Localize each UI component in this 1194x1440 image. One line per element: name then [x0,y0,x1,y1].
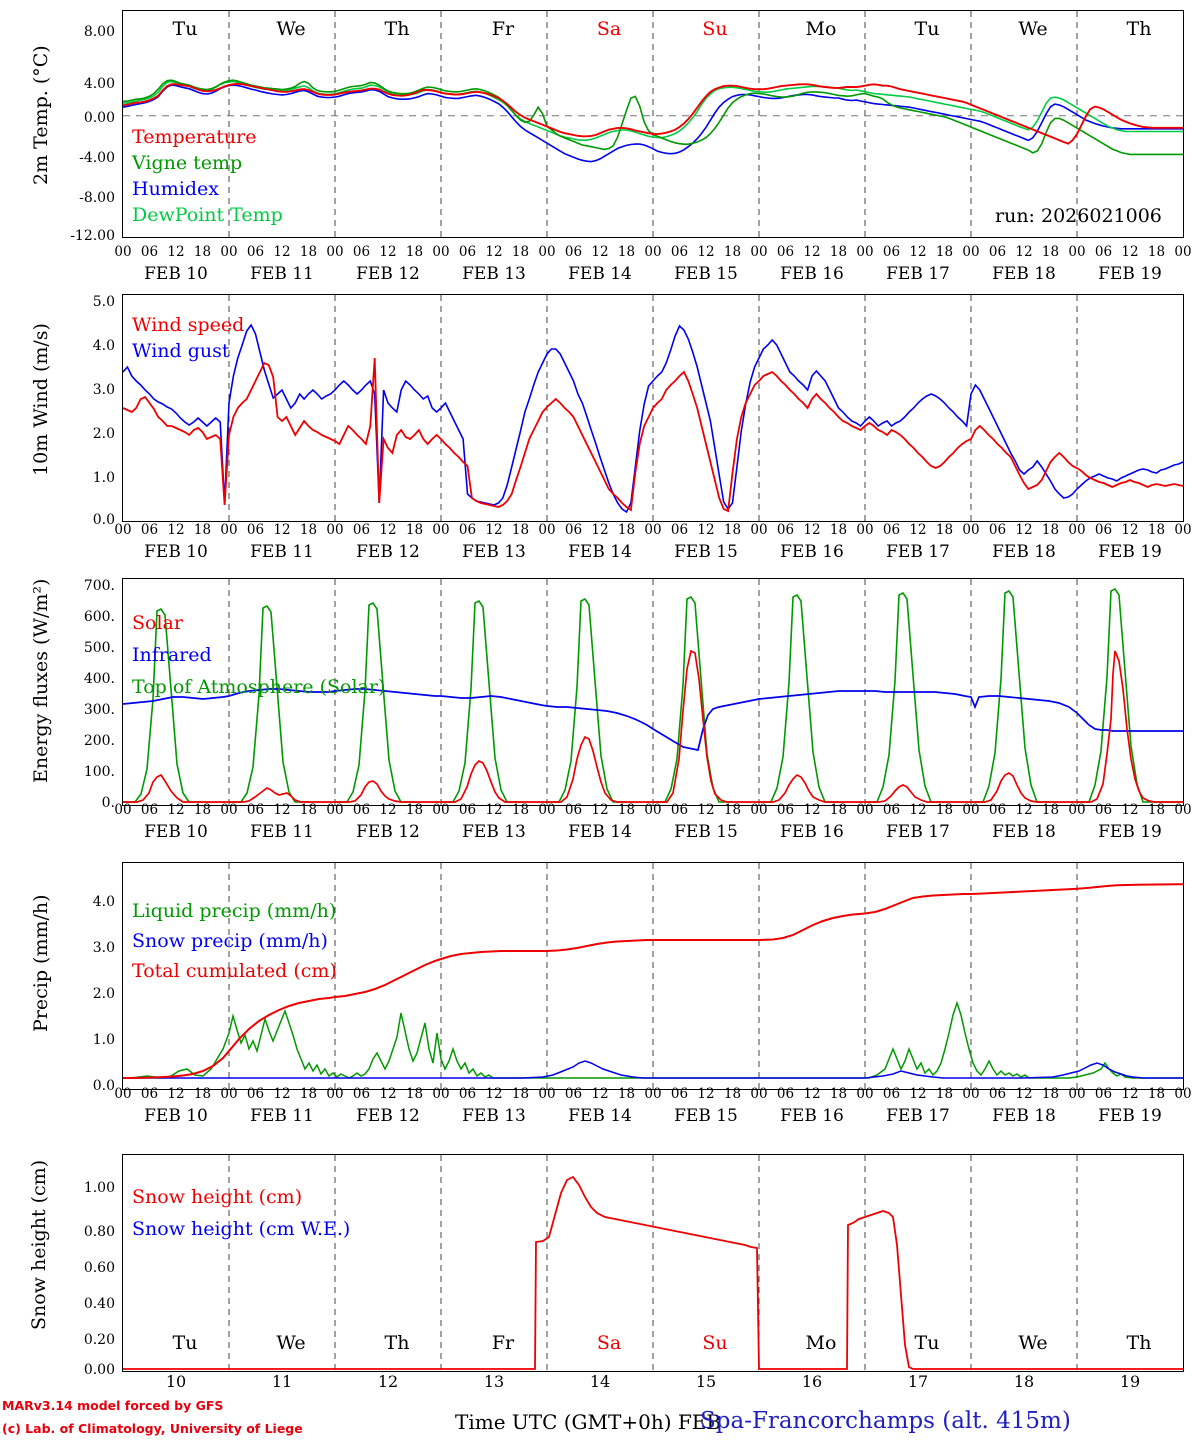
hour-tick-label: 00 [220,522,238,538]
hour-tick-label: 12 [485,244,503,260]
hour-tick-label: 00 [220,244,238,260]
hour-tick-label: 18 [299,522,318,538]
hour-tick-label: 18 [723,522,742,538]
hour-tick-label: 12 [803,522,821,538]
day-label: FEB 14 [568,822,632,842]
hour-tick-label: 12 [1121,522,1139,538]
day-label: FEB 16 [780,542,844,562]
hour-tick-label: 06 [458,802,477,818]
hour-tick-label: 06 [776,244,795,260]
day-label: FEB 18 [992,264,1056,284]
ytick: 0.80 [83,1224,115,1240]
hour-tick-label: 06 [1094,522,1113,538]
hour-tick-label: 18 [299,802,318,818]
hour-tick-label: 00 [538,522,556,538]
day-label: FEB 18 [992,822,1056,842]
dow-label-bottom: Tu [914,1332,940,1354]
hour-tick-label: 06 [882,1086,901,1102]
hour-tick-label: 06 [882,802,901,818]
hour-tick-label: 18 [723,244,742,260]
day-number-label: 11 [271,1372,293,1391]
hour-tick-label: 18 [935,1086,954,1102]
credit-line-2: (c) Lab. of Climatology, University of Liege [2,1421,303,1436]
hour-tick-label: 06 [140,244,159,260]
hour-tick-label: 06 [882,244,901,260]
hour-tick-label: 00 [432,244,450,260]
hour-tick-label: 06 [988,802,1007,818]
day-number-label: 16 [801,1372,823,1391]
ytick: 4.0 [92,338,115,354]
ytick: 1.0 [92,1032,115,1048]
hour-tick-label: 00 [114,244,132,260]
legend-snow-height: Snow height (cm) [132,1186,303,1208]
hour-tick-label: 06 [564,1086,583,1102]
hour-tick-label: 00 [326,522,344,538]
ytick: -12.00 [70,228,115,244]
hour-tick-label: 12 [273,522,291,538]
hour-tick-label: 12 [591,1086,609,1102]
dow-label: Tu [172,18,198,40]
dow-label: We [276,18,306,40]
hour-tick-label: 18 [511,802,530,818]
hour-tick-label: 06 [564,244,583,260]
day-label: FEB 19 [1098,542,1162,562]
hour-tick-label: 00 [114,522,132,538]
day-number-label: 18 [1013,1372,1035,1391]
hour-tick-label: 00 [962,802,980,818]
hour-tick-label: 18 [1041,244,1060,260]
hour-tick-label: 00 [1068,244,1086,260]
ytick: 0.00 [83,1362,115,1378]
legend-infrared: Infrared [132,644,212,666]
ytick: 0.60 [83,1260,115,1276]
hour-tick-label: 00 [220,802,238,818]
hour-tick-label: 06 [246,802,265,818]
hour-tick-label: 00 [750,1086,768,1102]
dow-label: We [1018,18,1048,40]
dow-label-bottom: Tu [172,1332,198,1354]
day-number-label: 10 [165,1372,187,1391]
hour-tick-label: 12 [909,802,927,818]
hour-tick-label: 00 [538,1086,556,1102]
hour-tick-label: 06 [564,522,583,538]
hour-tick-label: 06 [882,522,901,538]
hour-tick-label: 00 [538,244,556,260]
hour-tick-label: 18 [1147,802,1166,818]
hour-tick-label: 18 [723,802,742,818]
hour-tick-label: 00 [1068,802,1086,818]
hour-tick-label: 00 [326,802,344,818]
day-label: FEB 16 [780,264,844,284]
hour-tick-label: 06 [1094,802,1113,818]
ytick: 3.0 [92,940,115,956]
axis-labels-panel-1 [0,244,1194,288]
hour-tick-label: 12 [591,244,609,260]
hour-tick-label: 12 [167,522,185,538]
hour-tick-label: 06 [140,1086,159,1102]
hour-tick-label: 18 [511,244,530,260]
axis-labels-panel-4 [0,1086,1194,1130]
hour-tick-label: 12 [697,244,715,260]
ytick: 0. [101,795,115,811]
hour-tick-label: 12 [909,1086,927,1102]
day-number-label: 15 [695,1372,717,1391]
dow-label-bottom: Mo [805,1332,837,1354]
ytick: 500. [83,640,115,656]
hour-tick-label: 00 [856,244,874,260]
hour-tick-label: 00 [1174,1086,1192,1102]
hour-tick-label: 18 [829,1086,848,1102]
hour-tick-label: 12 [485,522,503,538]
hour-tick-label: 06 [352,522,371,538]
hour-tick-label: 06 [1094,244,1113,260]
panel-temperature-ylabel: 2m Temp. (°C) [30,45,52,185]
day-label: FEB 15 [674,1106,738,1126]
hour-tick-label: 00 [644,1086,662,1102]
ytick: 2.0 [92,426,115,442]
day-label: FEB 12 [356,264,420,284]
legend-snow-height-we: Snow height (cm W.E.) [132,1218,351,1240]
hour-tick-label: 18 [1041,802,1060,818]
day-label: FEB 17 [886,542,950,562]
ytick: 100. [83,764,115,780]
panel-precip-ylabel: Precip (mm/h) [30,894,52,1032]
panel-snow-height [0,1140,1194,1400]
ytick: 0.40 [83,1296,115,1312]
hour-tick-label: 06 [458,522,477,538]
day-label: FEB 17 [886,822,950,842]
hour-tick-label: 12 [803,244,821,260]
legend-top-of-atmosphere: Top of Atmosphere (Solar) [132,676,386,698]
hour-tick-label: 18 [617,244,636,260]
hour-tick-label: 00 [326,1086,344,1102]
hour-tick-label: 06 [776,522,795,538]
ytick: 4.00 [83,76,115,92]
day-label: FEB 19 [1098,264,1162,284]
hour-tick-label: 18 [1041,522,1060,538]
dow-label-bottom: We [1018,1332,1048,1354]
panel-wind-ylabel: 10m Wind (m/s) [30,323,52,476]
hour-tick-label: 18 [829,244,848,260]
hour-tick-label: 00 [962,1086,980,1102]
hour-tick-label: 18 [829,802,848,818]
hour-tick-label: 12 [379,522,397,538]
hour-tick-label: 18 [405,244,424,260]
x-axis-title: Time UTC (GMT+0h) FEB [455,1410,722,1434]
hour-tick-label: 00 [220,1086,238,1102]
day-label: FEB 17 [886,264,950,284]
hour-tick-label: 18 [1147,1086,1166,1102]
hour-tick-label: 00 [1174,244,1192,260]
hour-tick-label: 12 [167,802,185,818]
hour-tick-label: 12 [909,244,927,260]
day-label: FEB 10 [144,1106,208,1126]
hour-tick-label: 18 [1147,522,1166,538]
hour-tick-label: 00 [644,244,662,260]
hour-tick-label: 12 [1121,244,1139,260]
credit-line-1: MARv3.14 model forced by GFS [2,1398,224,1413]
hour-tick-label: 00 [1174,802,1192,818]
legend-solar: Solar [132,612,183,634]
hour-tick-label: 06 [776,1086,795,1102]
ytick: 300. [83,702,115,718]
hour-tick-label: 00 [962,244,980,260]
day-label: FEB 15 [674,542,738,562]
ytick: 0.0 [92,1078,115,1094]
hour-tick-label: 12 [591,522,609,538]
ytick: 1.0 [92,470,115,486]
hour-tick-label: 12 [909,522,927,538]
hour-tick-label: 18 [1041,1086,1060,1102]
hour-tick-label: 12 [379,1086,397,1102]
hour-tick-label: 06 [670,244,689,260]
hour-tick-label: 00 [432,1086,450,1102]
hour-tick-label: 06 [352,1086,371,1102]
run-label: run: 2026021006 [995,205,1162,227]
ytick: 2.0 [92,986,115,1002]
hour-tick-label: 06 [988,244,1007,260]
hour-tick-label: 18 [1147,244,1166,260]
dow-label-bottom: Th [1126,1332,1152,1354]
panel-energy-ylabel: Energy fluxes (W/m²) [30,578,52,783]
hour-tick-label: 12 [1015,244,1033,260]
ytick: 5.0 [92,294,115,310]
day-number-label: 12 [377,1372,399,1391]
wind-series-svg [123,295,1183,521]
dow-label: Th [1126,18,1152,40]
day-label: FEB 10 [144,264,208,284]
legend-wind-gust: Wind gust [132,340,230,362]
hour-tick-label: 18 [299,1086,318,1102]
dow-label-bottom: Fr [491,1332,515,1354]
legend-vigne-temp: Vigne temp [132,152,243,174]
day-label: FEB 11 [250,822,314,842]
ytick: 0.00 [83,110,115,126]
ytick: 3.0 [92,382,115,398]
hour-tick-label: 12 [273,1086,291,1102]
hour-tick-label: 18 [935,244,954,260]
hour-tick-label: 12 [803,802,821,818]
dow-label: Tu [914,18,940,40]
hour-tick-label: 18 [193,522,212,538]
site-title: Spa-Francorchamps (alt. 415m) [700,1408,1071,1434]
hour-tick-label: 00 [114,1086,132,1102]
hour-tick-label: 00 [644,522,662,538]
ytick: 0.0 [92,512,115,528]
hour-tick-label: 12 [1121,802,1139,818]
hour-tick-label: 18 [935,802,954,818]
hour-tick-label: 06 [1094,1086,1113,1102]
legend-humidex: Humidex [132,178,220,200]
hour-tick-label: 12 [1015,522,1033,538]
hour-tick-label: 00 [538,802,556,818]
day-label: FEB 18 [992,1106,1056,1126]
panel-snow-ylabel: Snow height (cm) [28,1159,50,1330]
ytick: 0.20 [83,1332,115,1348]
legend-dewpoint-temp: DewPoint Temp [132,204,283,226]
day-label: FEB 14 [568,542,632,562]
legend-temperature: Temperature [132,126,257,148]
hour-tick-label: 12 [803,1086,821,1102]
day-number-label: 17 [907,1372,929,1391]
hour-tick-label: 00 [1068,1086,1086,1102]
ytick: 4.0 [92,894,115,910]
hour-tick-label: 06 [458,1086,477,1102]
hour-tick-label: 06 [246,244,265,260]
day-label: FEB 11 [250,542,314,562]
hour-tick-label: 00 [856,802,874,818]
day-label: FEB 19 [1098,822,1162,842]
hour-tick-label: 18 [617,1086,636,1102]
hour-tick-label: 00 [432,802,450,818]
hour-tick-label: 18 [193,244,212,260]
legend-total-cumulated: Total cumulated (cm) [132,960,337,982]
hour-tick-label: 12 [379,244,397,260]
ytick: 700. [83,578,115,594]
hour-tick-label: 18 [617,802,636,818]
hour-tick-label: 18 [405,1086,424,1102]
hour-tick-label: 06 [140,522,159,538]
hour-tick-label: 18 [405,522,424,538]
hour-tick-label: 18 [617,522,636,538]
hour-tick-label: 18 [723,1086,742,1102]
hour-tick-label: 00 [750,244,768,260]
day-label: FEB 13 [462,1106,526,1126]
hour-tick-label: 18 [193,1086,212,1102]
hour-tick-label: 18 [405,802,424,818]
hour-tick-label: 06 [352,802,371,818]
hour-tick-label: 06 [670,522,689,538]
dow-label: Th [384,18,410,40]
hour-tick-label: 12 [1015,1086,1033,1102]
hour-tick-label: 18 [935,522,954,538]
day-label: FEB 13 [462,542,526,562]
day-label: FEB 11 [250,264,314,284]
hour-tick-label: 06 [246,1086,265,1102]
axis-labels-panel-3 [0,802,1194,846]
hour-tick-label: 12 [697,802,715,818]
hour-tick-label: 12 [273,244,291,260]
day-label: FEB 11 [250,1106,314,1126]
day-label: FEB 12 [356,822,420,842]
day-label: FEB 13 [462,822,526,842]
hour-tick-label: 12 [485,802,503,818]
hour-tick-label: 00 [856,522,874,538]
dow-label-bottom: Su [702,1332,728,1354]
day-number-label: 14 [589,1372,611,1391]
hour-tick-label: 12 [273,802,291,818]
hour-tick-label: 06 [140,802,159,818]
ytick: 600. [83,609,115,625]
ytick: 400. [83,671,115,687]
hour-tick-label: 12 [591,802,609,818]
day-number-label: 13 [483,1372,505,1391]
day-label: FEB 17 [886,1106,950,1126]
hour-tick-label: 12 [1015,802,1033,818]
day-label: FEB 16 [780,822,844,842]
hour-tick-label: 06 [988,522,1007,538]
hour-tick-label: 00 [750,522,768,538]
hour-tick-label: 18 [829,522,848,538]
day-label: FEB 10 [144,542,208,562]
hour-tick-label: 00 [644,802,662,818]
day-label: FEB 12 [356,542,420,562]
hour-tick-label: 06 [670,1086,689,1102]
hour-tick-label: 12 [485,1086,503,1102]
hour-tick-label: 00 [326,244,344,260]
dow-label: Su [702,18,728,40]
hour-tick-label: 06 [670,802,689,818]
hour-tick-label: 06 [458,244,477,260]
hour-tick-label: 00 [856,1086,874,1102]
hour-tick-label: 18 [299,244,318,260]
day-number-label: 19 [1119,1372,1141,1391]
ytick: -4.00 [79,150,115,166]
dow-label-bottom: Sa [596,1332,622,1354]
ytick: 1.00 [83,1180,115,1196]
ytick: 8.00 [83,24,115,40]
day-label: FEB 14 [568,1106,632,1126]
dow-label: Fr [491,18,515,40]
dow-label: Sa [596,18,622,40]
day-label: FEB 10 [144,822,208,842]
day-label: FEB 14 [568,264,632,284]
day-label: FEB 18 [992,542,1056,562]
hour-tick-label: 12 [167,244,185,260]
dow-label-bottom: Th [384,1332,410,1354]
hour-tick-label: 00 [1068,522,1086,538]
hour-tick-label: 00 [432,522,450,538]
hour-tick-label: 06 [246,522,265,538]
ytick: -8.00 [79,190,115,206]
hour-tick-label: 06 [352,244,371,260]
hour-tick-label: 12 [379,802,397,818]
hour-tick-label: 12 [697,1086,715,1102]
day-label: FEB 19 [1098,1106,1162,1126]
hour-tick-label: 06 [776,802,795,818]
hour-tick-label: 06 [564,802,583,818]
hour-tick-label: 18 [511,522,530,538]
hour-tick-label: 00 [962,522,980,538]
axis-labels-panel-2 [0,522,1194,566]
hour-tick-label: 00 [750,802,768,818]
hour-tick-label: 00 [1174,522,1192,538]
dow-label-bottom: We [276,1332,306,1354]
day-label: FEB 12 [356,1106,420,1126]
day-label: FEB 16 [780,1106,844,1126]
ytick: 200. [83,733,115,749]
hour-tick-label: 00 [114,802,132,818]
dow-label: Mo [805,18,837,40]
legend-snow-precip: Snow precip (mm/h) [132,930,328,952]
hour-tick-label: 18 [193,802,212,818]
hour-tick-label: 12 [1121,1086,1139,1102]
day-label: FEB 15 [674,822,738,842]
hour-tick-label: 18 [511,1086,530,1102]
hour-tick-label: 06 [988,1086,1007,1102]
hour-tick-label: 12 [167,1086,185,1102]
day-label: FEB 15 [674,264,738,284]
legend-wind-speed: Wind speed [132,314,245,336]
legend-liquid-precip: Liquid precip (mm/h) [132,900,337,922]
day-label: FEB 13 [462,264,526,284]
hour-tick-label: 12 [697,522,715,538]
